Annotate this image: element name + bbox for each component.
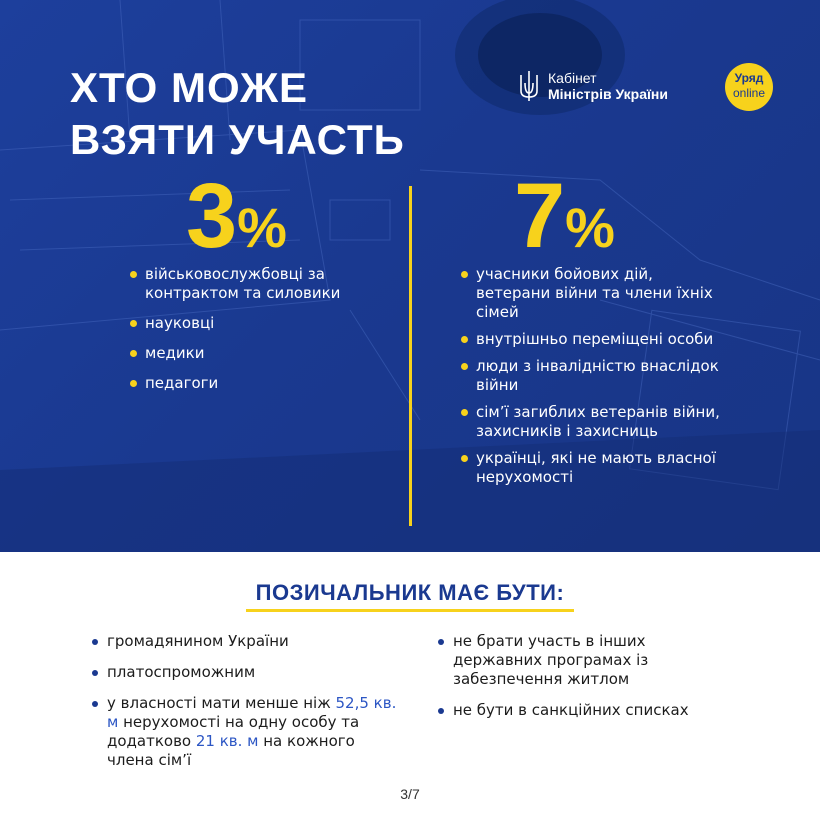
list-item: науковці [130, 314, 390, 333]
cabinet-logo-line-2: Міністрів України [548, 86, 668, 102]
percent-3-heading [186, 165, 287, 267]
percent-7-heading [514, 165, 615, 267]
list-item: не бути в санкційних списках [438, 701, 738, 720]
title-line-2: ВЗЯТИ УЧАСТЬ [70, 116, 405, 163]
percent-3-sign: % [237, 196, 287, 259]
borrower-title: ПОЗИЧАЛЬНИК МАЄ БУТИ: [255, 580, 565, 605]
uriad-online-logo [725, 63, 773, 111]
percent-7-list [461, 265, 731, 495]
page-number: 3/7 [400, 786, 420, 802]
bullet-icon [92, 701, 98, 707]
bullet-icon [461, 455, 468, 462]
list-item: не брати участь в інших державних програмах із забезпечення житлом [438, 632, 738, 689]
list-item: учасники бойових дій, ветерани війни та члени їхніх сімей [461, 265, 731, 322]
list-item: внутрішньо переміщені особи [461, 330, 731, 349]
bullet-icon [461, 336, 468, 343]
bullet-icon [438, 639, 444, 645]
uriad-logo-line-1: Уряд [734, 71, 764, 85]
list-item: педагоги [130, 374, 390, 393]
percent-7-sign: % [565, 196, 615, 259]
cabinet-logo-line-1: Кабінет [548, 70, 597, 86]
bullet-icon [461, 409, 468, 416]
bullet-icon [438, 708, 444, 714]
percent-7-number: 7 [514, 165, 566, 267]
list-item: платоспроможним [92, 663, 402, 682]
bullet-icon [461, 363, 468, 370]
bullet-icon [130, 350, 137, 357]
bullet-icon [92, 670, 98, 676]
uriad-logo-line-2: online [732, 86, 766, 100]
vertical-divider [409, 186, 412, 526]
list-item: сім’ї загиблих ветеранів війни, захисників і захисниць [461, 403, 731, 441]
title-line-1: ХТО МОЖЕ [70, 64, 309, 111]
list-item: у власності мати менше ніж 52,5 кв. м нерухомості на одну особу та додатково 21 кв. м на кожного члена сім’ї [92, 694, 402, 770]
bullet-icon [92, 639, 98, 645]
list-item: військовослужбовці за контрактом та силовики [130, 265, 390, 303]
percent-3-list [130, 265, 390, 404]
title-underline [246, 609, 574, 612]
area-highlight: 21 кв. м [195, 732, 259, 750]
bullet-icon [461, 271, 468, 278]
borrower-list-right [438, 632, 738, 732]
list-item: громадянином України [92, 632, 402, 651]
bullet-icon [130, 320, 137, 327]
list-item: українці, які не мають власної нерухомості [461, 449, 731, 487]
main-title [70, 62, 405, 166]
list-item: медики [130, 344, 390, 363]
bullet-icon [130, 380, 137, 387]
area-highlight: 52,5 кв. м [107, 694, 397, 731]
trident-icon [518, 69, 540, 103]
cabinet-logo [518, 68, 668, 104]
list-item: люди з інвалідністю внаслідок війни [461, 357, 731, 395]
percent-3-number: 3 [186, 165, 238, 267]
bullet-icon [130, 271, 137, 278]
borrower-list-left [92, 632, 402, 782]
